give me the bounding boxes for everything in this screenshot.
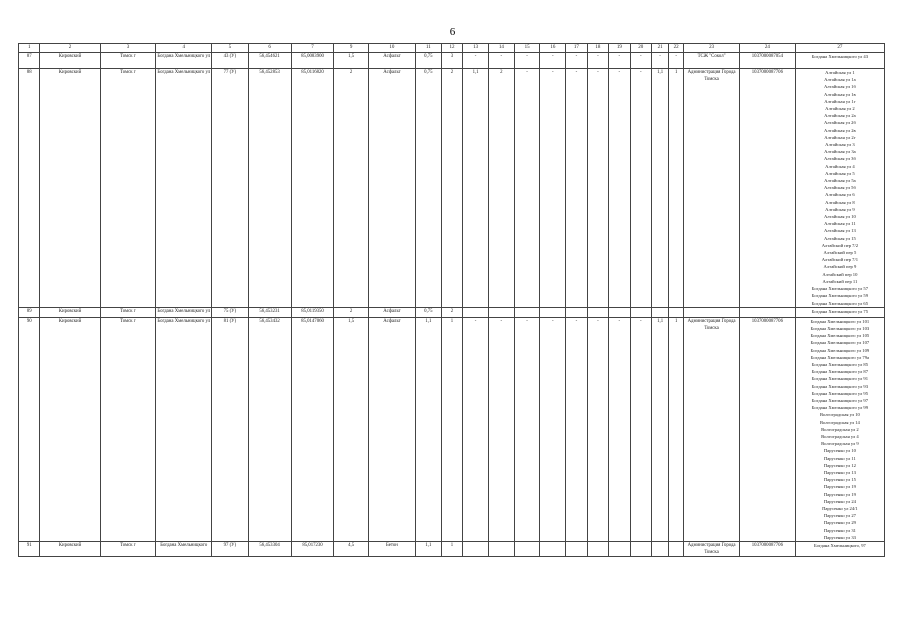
address-line: Алтайский пер 9 — [823, 264, 857, 270]
cell-house: 75 (У) — [212, 307, 248, 317]
cell-c18 — [587, 542, 608, 557]
cell-owner — [684, 307, 740, 317]
address-line: Алтайский пер 5 — [823, 250, 857, 256]
cell-addresses — [795, 53, 884, 69]
cell-c9: 4,5 — [334, 542, 368, 557]
cell-c21: - — [652, 53, 669, 69]
column-number-cell: 16 — [540, 44, 566, 53]
cell-house: 81 (У) — [212, 317, 248, 541]
column-number-cell: 13 — [463, 44, 489, 53]
cell-surface: Асфальт — [368, 307, 415, 317]
cell-num: 89 — [19, 307, 40, 317]
address-line: Богдана Хмельницкого ул 85 — [811, 361, 869, 367]
cell-owner: Администрация Города Томска — [684, 317, 740, 541]
column-number-cell: 23 — [684, 44, 740, 53]
cell-c12: 2 — [441, 307, 462, 317]
column-number-cell: 11 — [416, 44, 442, 53]
cell-addresses — [795, 69, 884, 308]
address-line: Волгоградская ул 9 — [821, 441, 859, 447]
cell-lon: 85,017230 — [291, 542, 334, 557]
cell-district: Кировский — [40, 317, 100, 541]
address-line: Богдана Хмельницкого ул 95 — [811, 390, 869, 396]
cell-c15: - — [514, 69, 540, 308]
address-line: Богдана Хмельницкого ул 79а — [810, 354, 870, 360]
address-line: Алтайская ул 2б — [823, 120, 856, 126]
address-line: Алтайская ул 1а — [824, 77, 856, 83]
cell-city: Томск г — [100, 317, 156, 541]
column-number-cell: 22 — [669, 44, 684, 53]
column-number-cell: 7 — [291, 44, 334, 53]
cell-surface: Асфальт — [368, 69, 415, 308]
cell-c19: - — [609, 317, 630, 541]
address-line: Алтайская ул 13 — [823, 228, 856, 234]
cell-lat: 56,453304 — [248, 542, 291, 557]
address-line: Алтайский пер 7/1 — [821, 257, 859, 263]
address-line: Богдана Хмельницкого ул 99 — [811, 405, 869, 411]
cell-street: Богдана Хмельницкого ул — [156, 307, 212, 317]
cell-c22: 1 — [669, 317, 684, 541]
cell-house: 97 (У) — [212, 542, 248, 557]
cell-city: Томск г — [100, 542, 156, 557]
cell-owner: ТСЖ "Сокол" — [684, 53, 740, 69]
cell-c16: - — [540, 69, 566, 308]
cell-c16: - — [540, 53, 566, 69]
address-line: Алтайская ул 8 — [825, 199, 855, 205]
cell-c14 — [488, 542, 514, 557]
address-line: Богдана Хмельницкого ул 109 — [810, 347, 870, 353]
cell-c13: - — [463, 317, 489, 541]
cell-house: 77 (У) — [212, 69, 248, 308]
address-line: Алтайская ул 3а — [824, 149, 856, 155]
cell-c21: 1,1 — [652, 317, 669, 541]
cell-c19: - — [609, 69, 630, 308]
address-line: Богдана Хмельницкого ул 105 — [810, 333, 870, 339]
cell-lat: 56,453231 — [248, 307, 291, 317]
cell-c19 — [609, 307, 630, 317]
address-line: Алтайская ул 2 — [825, 106, 855, 112]
cell-c21: 1,1 — [652, 69, 669, 308]
address-line: Алтайская ул 1 — [825, 70, 855, 75]
cell-c11: 1,1 — [416, 542, 442, 557]
cell-street: Богдана Хмельницкого ул — [156, 317, 212, 541]
address-line: Волгоградская ул 10 — [819, 412, 860, 418]
address-line: Богдана Хмельницкого ул 93 — [811, 383, 869, 389]
cell-c13: 1,1 — [463, 69, 489, 308]
table-row — [19, 53, 885, 69]
cell-c9: 2 — [334, 307, 368, 317]
cell-num: 88 — [19, 69, 40, 308]
cell-c13: - — [463, 53, 489, 69]
cell-lon: 85,0116820 — [291, 69, 334, 308]
address-line: Алтайская ул 9 — [825, 206, 855, 212]
cell-c11: 1,1 — [416, 317, 442, 541]
address-line: Алтайская ул 2г — [824, 134, 856, 140]
address-line: Парусенко ул 29 — [823, 520, 856, 526]
cell-num: 90 — [19, 317, 40, 541]
cell-c21 — [652, 542, 669, 557]
cell-c17: - — [566, 317, 587, 541]
column-number-cell: 18 — [587, 44, 608, 53]
cell-c12: 2 — [441, 69, 462, 308]
cell-c18 — [587, 307, 608, 317]
cell-c20: - — [630, 53, 651, 69]
address-line: Алтайский пер 7/2 — [821, 242, 859, 248]
column-number-cell: 15 — [514, 44, 540, 53]
cell-district: Кировский — [40, 307, 100, 317]
column-number-cell: 20 — [630, 44, 651, 53]
address-line: Богдана Хмельницкого ул 97 — [811, 397, 869, 403]
address-line: Богдана Хмельницкого ул 101 — [810, 318, 870, 324]
cell-c15: - — [514, 53, 540, 69]
column-number-cell: 17 — [566, 44, 587, 53]
address-line: Богдана Хмельницкого ул 59 — [811, 293, 869, 299]
cell-c9: 2 — [334, 69, 368, 308]
cell-c22 — [669, 542, 684, 557]
cell-street: Богдана Хмельницкого ул — [156, 69, 212, 308]
address-line: Парусенко ул 13 — [823, 469, 856, 475]
cell-c9: 1,5 — [334, 53, 368, 69]
cell-ogrn: 1037000087706 — [739, 69, 795, 308]
cell-c16 — [540, 542, 566, 557]
address-line: Парусенко ул 19 — [823, 491, 856, 497]
address-line: Алтайская ул 1в — [824, 91, 856, 97]
address-line: Богдана Хмельницкого ул 43 — [811, 54, 869, 59]
cell-c15 — [514, 542, 540, 557]
cell-city: Томск г — [100, 307, 156, 317]
address-line: Алтайская ул 15 — [823, 235, 856, 241]
table-row — [19, 317, 885, 541]
cell-ogrn: 1037000087706 — [739, 317, 795, 541]
cell-num: 91 — [19, 542, 40, 557]
cell-c17: - — [566, 53, 587, 69]
cell-house: 43 (У) — [212, 53, 248, 69]
address-line: Богдана Хмельницкого ул 91 — [811, 376, 869, 382]
column-number-cell: 5 — [212, 44, 248, 53]
address-line: Богдана Хмельницкого ул 87 — [811, 369, 869, 375]
cell-c13 — [463, 542, 489, 557]
cell-c14: - — [488, 317, 514, 541]
address-line: Богдана Хмельницкого ул 65 — [811, 300, 869, 306]
cell-district: Кировский — [40, 69, 100, 308]
cell-c20 — [630, 307, 651, 317]
address-line: Парусенко ул 24 — [823, 498, 856, 504]
cell-lat: 56,452853 — [248, 69, 291, 308]
cell-c14: 2 — [488, 69, 514, 308]
cell-lon: 85,0147060 — [291, 317, 334, 541]
column-number-cell: 4 — [156, 44, 212, 53]
cell-c15 — [514, 307, 540, 317]
cell-c17 — [566, 307, 587, 317]
cell-c12: 1 — [441, 542, 462, 557]
cell-c17 — [566, 542, 587, 557]
cell-c13 — [463, 307, 489, 317]
address-line: Алтайская ул 10 — [823, 214, 856, 220]
cell-c12: 1 — [441, 317, 462, 541]
cell-c9: 1,5 — [334, 317, 368, 541]
cell-lat: 56,453432 — [248, 317, 291, 541]
address-line: Парусенко ул 24/1 — [822, 505, 858, 511]
cell-city: Томск г — [100, 53, 156, 69]
address-line: Парусенко ул 15 — [823, 477, 856, 483]
cell-c11: 0,75 — [416, 69, 442, 308]
cell-district: Кировский — [40, 53, 100, 69]
column-number-cell: 10 — [368, 44, 415, 53]
address-line: Парусенко ул 33 — [823, 534, 856, 540]
column-number-row — [19, 44, 885, 53]
cell-addresses — [795, 307, 884, 317]
address-line: Алтайская ул 5а — [824, 178, 856, 184]
address-line: Парусенко ул 12 — [823, 462, 856, 468]
cell-city: Томск г — [100, 69, 156, 308]
column-number-cell: 14 — [488, 44, 514, 53]
cell-street: Богдана Хмельницкого ул — [156, 53, 212, 69]
cell-lon: 85,0119350 — [291, 307, 334, 317]
address-line: Алтайская ул 5 — [825, 170, 855, 176]
cell-c14: - — [488, 53, 514, 69]
address-line: Алтайская ул 1г — [824, 98, 856, 104]
address-line: Парусенко ул 27 — [823, 513, 856, 519]
cell-c18: - — [587, 53, 608, 69]
table-row — [19, 542, 885, 557]
cell-c18: - — [587, 317, 608, 541]
column-number-cell: 3 — [100, 44, 156, 53]
table-row — [19, 69, 885, 308]
cell-c22 — [669, 307, 684, 317]
address-line: Богдана Хмельницкого ул 75 — [811, 308, 869, 314]
cell-c11: 0,75 — [416, 53, 442, 69]
address-line: Богдана Хмельницкого ул 57 — [811, 286, 869, 292]
address-line: Волгоградская ул 4 — [821, 433, 859, 439]
column-number-cell: 1 — [19, 44, 40, 53]
address-line: Парусенко ул 11 — [823, 455, 856, 461]
cell-c20: - — [630, 69, 651, 308]
column-number-cell: 6 — [248, 44, 291, 53]
cell-c16: - — [540, 317, 566, 541]
cell-c20 — [630, 542, 651, 557]
cell-district: Кировский — [40, 542, 100, 557]
address-line: Алтайский пер 11 — [822, 278, 858, 284]
column-number-cell: 27 — [795, 44, 884, 53]
column-number-cell: 2 — [40, 44, 100, 53]
cell-c14 — [488, 307, 514, 317]
cell-c12: 3 — [441, 53, 462, 69]
cell-c19 — [609, 542, 630, 557]
column-number-cell: 21 — [652, 44, 669, 53]
cell-c11: 0,75 — [416, 307, 442, 317]
cell-surface: Асфальт — [368, 53, 415, 69]
cell-c17: - — [566, 69, 587, 308]
page-number: 6 — [449, 26, 456, 38]
address-line: Богдана Хмельницкого, 97 — [813, 543, 866, 548]
address-line: Богдана Хмельницкого ул 107 — [810, 340, 870, 346]
address-line: Парусенко ул 31 — [823, 527, 856, 533]
address-line: Алтайский пер 10 — [822, 271, 858, 277]
address-line: Волгоградская ул 2 — [821, 426, 859, 432]
cell-c21 — [652, 307, 669, 317]
address-line: Алтайская ул 1б — [823, 84, 856, 90]
column-number-cell: 24 — [739, 44, 795, 53]
address-line: Богдана Хмельницкого ул 103 — [810, 325, 870, 331]
address-line: Алтайская ул 2а — [824, 113, 856, 119]
address-line: Парусенко ул 10 — [823, 448, 856, 454]
address-line: Алтайская ул 11 — [824, 221, 856, 227]
cell-lon: 85,0083900 — [291, 53, 334, 69]
cell-addresses — [795, 317, 884, 541]
cell-ogrn: 1037000087054 — [739, 53, 795, 69]
address-line: Алтайская ул 4 — [825, 163, 855, 169]
cell-c22: - — [669, 53, 684, 69]
cell-surface: Бетон — [368, 542, 415, 557]
cell-c16 — [540, 307, 566, 317]
column-number-cell: 9 — [334, 44, 368, 53]
address-line: Парусенко ул 19 — [823, 484, 856, 490]
registry-table — [18, 43, 885, 557]
address-line: Алтайская ул 5б — [823, 185, 856, 191]
cell-ogrn: 1037000087706 — [739, 542, 795, 557]
cell-ogrn — [739, 307, 795, 317]
cell-owner: Администрация Города Томска — [684, 542, 740, 557]
column-number-cell: 19 — [609, 44, 630, 53]
cell-c22: 1 — [669, 69, 684, 308]
cell-surface: Асфальт — [368, 317, 415, 541]
cell-owner: Администрация Города Томска — [684, 69, 740, 308]
column-number-cell: 12 — [441, 44, 462, 53]
address-line: Алтайская ул 2в — [824, 127, 856, 133]
address-line: Алтайская ул 3б — [823, 156, 856, 162]
cell-c19: - — [609, 53, 630, 69]
table-row — [19, 307, 885, 317]
address-line: Алтайская ул 3 — [825, 142, 855, 148]
cell-lat: 56,454621 — [248, 53, 291, 69]
cell-num: 87 — [19, 53, 40, 69]
table-body — [19, 44, 885, 557]
cell-addresses — [795, 542, 884, 557]
address-line: Алтайская ул 6 — [825, 192, 855, 198]
cell-c15: - — [514, 317, 540, 541]
cell-c20: - — [630, 317, 651, 541]
address-line: Волгоградская ул 14 — [819, 419, 860, 425]
cell-street: Богдана Хмельницкого — [156, 542, 212, 557]
cell-c18: - — [587, 69, 608, 308]
